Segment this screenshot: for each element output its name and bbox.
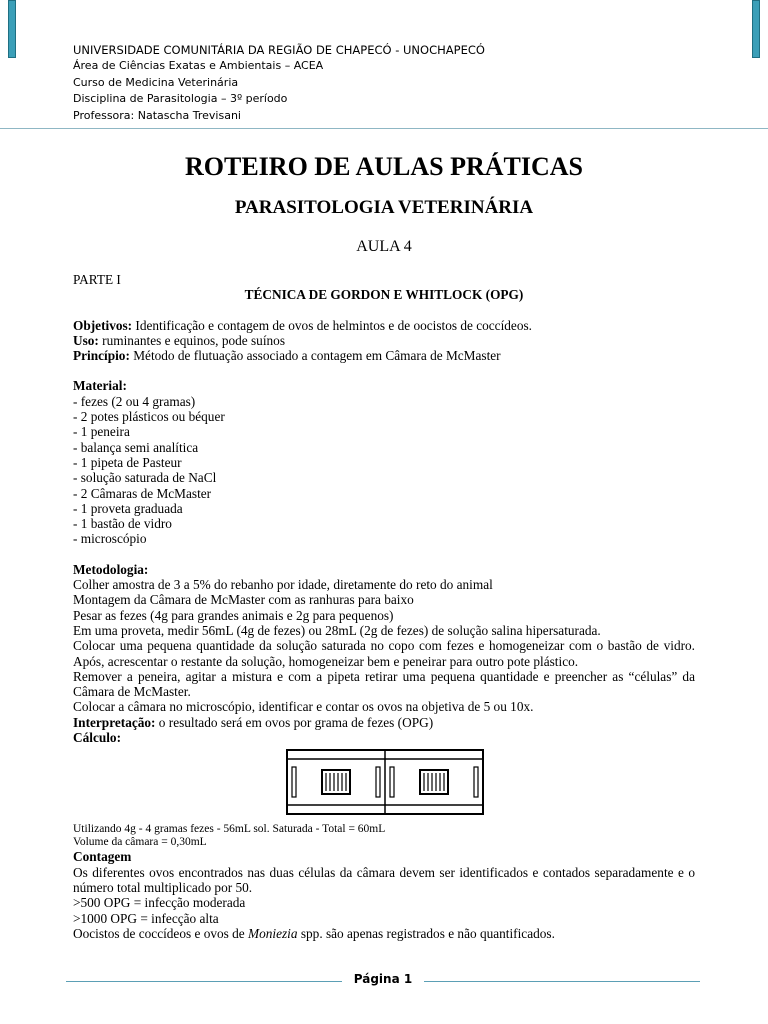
material-item: - solução saturada de NaCl — [73, 470, 217, 486]
methodology-heading: Metodologia: — [73, 561, 149, 577]
methodology-step: Montagem da Câmara de McMaster com as ranhuras para baixo — [73, 592, 414, 608]
chamber-volume-line: Volume da câmara = 0,30mL — [73, 836, 207, 849]
header-divider — [0, 128, 768, 129]
corner-decoration-right — [752, 0, 760, 58]
formula-line: Utilizando 4g - 4 gramas fezes - 56mL sol. Saturada - Total = 60mL — [73, 823, 386, 836]
counting-heading: Contagem — [73, 849, 132, 865]
methodology-step: Pesar as fezes (4g para grandes animais e 2g para pequenos) — [73, 607, 394, 623]
high-infection-line: >1000 OPG = infecção alta — [73, 910, 219, 926]
material-item: - 1 peneira — [73, 424, 130, 440]
footer-divider-left — [66, 981, 342, 982]
objectives-line — [73, 318, 695, 333]
professor-line: Professora: Natascha Trevisani — [73, 108, 241, 122]
methodology-step: Em uma proveta, medir 56mL (4g de fezes) ou 28mL (2g de fezes) de solução salina hipersaturada. — [73, 622, 601, 638]
calculation-heading: Cálculo: — [73, 730, 122, 746]
document-subtitle: PARASITOLOGIA VETERINÁRIA — [234, 197, 534, 218]
interpretation-label: Interpretação: — [73, 714, 156, 730]
material-item: - 2 Câmaras de McMaster — [73, 485, 212, 501]
lesson-number: AULA 4 — [356, 238, 412, 255]
material-item: - 1 proveta graduada — [73, 500, 183, 516]
principle-text: Método de flutuação associado a contagem em Câmara de McMaster — [129, 348, 501, 364]
material-item: - 1 bastão de vidro — [73, 516, 172, 532]
usage-text: ruminantes e equinos, pode suínos — [98, 332, 285, 348]
methodology-step: Colher amostra de 3 a 5% do rebanho por idade, diretamente do reto do animal — [73, 577, 493, 593]
discipline-line: Disciplina de Parasitologia – 3º período — [73, 92, 288, 105]
document-header — [73, 43, 713, 124]
technique-heading: TÉCNICA DE GORDON E WHITLOCK (OPG) — [244, 287, 524, 303]
course-line: Curso de Medicina Veterinária — [73, 75, 239, 89]
institution-name: UNIVERSIDADE COMUNITÁRIA DA REGIÃO DE CHAPECÓ - UNOCHAPECÓ — [73, 43, 485, 57]
material-item: - microscópio — [73, 531, 147, 547]
material-item: - 2 potes plásticos ou béquer — [73, 409, 225, 425]
material-item: - balança semi analítica — [73, 439, 199, 455]
area-line: Área de Ciências Exatas e Ambientais – ACEA — [73, 59, 324, 72]
material-item: - 1 pipeta de Pasteur — [73, 454, 182, 470]
principle-line — [73, 348, 695, 363]
footer-divider-right — [424, 981, 700, 982]
methodology-step: Colocar a câmara no microscópio, identificar e contar os ovos na objetiva de 5 ou 10x. — [73, 699, 534, 715]
moderate-infection-line: >500 OPG = infecção moderada — [73, 895, 246, 911]
document-body — [73, 272, 695, 941]
interpretation-line — [73, 715, 695, 730]
mcmaster-chamber-figure — [73, 745, 695, 823]
oocysts-line: Oocistos de coccídeos e ovos de Moniezia spp. são apenas registrados e não quantificados. — [73, 925, 555, 941]
genus-name: Moniezia — [248, 925, 298, 941]
methodology-step: Remover a peneira, agitar a mistura e com a pipeta retirar uma pequena quantidade e preencher as “células” da Câmara de McMaster. — [73, 668, 695, 700]
methodology-step: Colocar uma pequena quantidade da solução saturada no copo com fezes e homogeneizar com o bastão de vidro. Após, acrescentar o restante da solução, homogeneizar bem e peneirar para outro pote plástico. — [73, 638, 695, 669]
usage-line — [73, 333, 695, 348]
principle-label: Princípio: — [73, 348, 130, 364]
material-heading: Material: — [73, 378, 127, 394]
interpretation-text: o resultado será em ovos por grama de fezes (OPG) — [155, 714, 434, 730]
page-number: Página 1 — [353, 972, 413, 986]
material-item: - fezes (2 ou 4 gramas) — [73, 393, 196, 409]
counting-text: Os diferentes ovos encontrados nas duas células da câmara devem ser identificados e contados separadamente e o número total multiplicado por 50. — [73, 864, 695, 895]
objectives-text: Identificação e contagem de ovos de helmintos e de oocistos de coccídeos. — [132, 317, 532, 333]
usage-label: Uso: — [73, 332, 99, 348]
part-label: PARTE I — [73, 272, 121, 287]
mcmaster-chamber-diagram — [286, 749, 484, 815]
document-title: ROTEIRO DE AULAS PRÁTICAS — [184, 152, 584, 181]
corner-decoration-left — [8, 0, 16, 58]
objectives-label: Objetivos: — [73, 317, 133, 333]
